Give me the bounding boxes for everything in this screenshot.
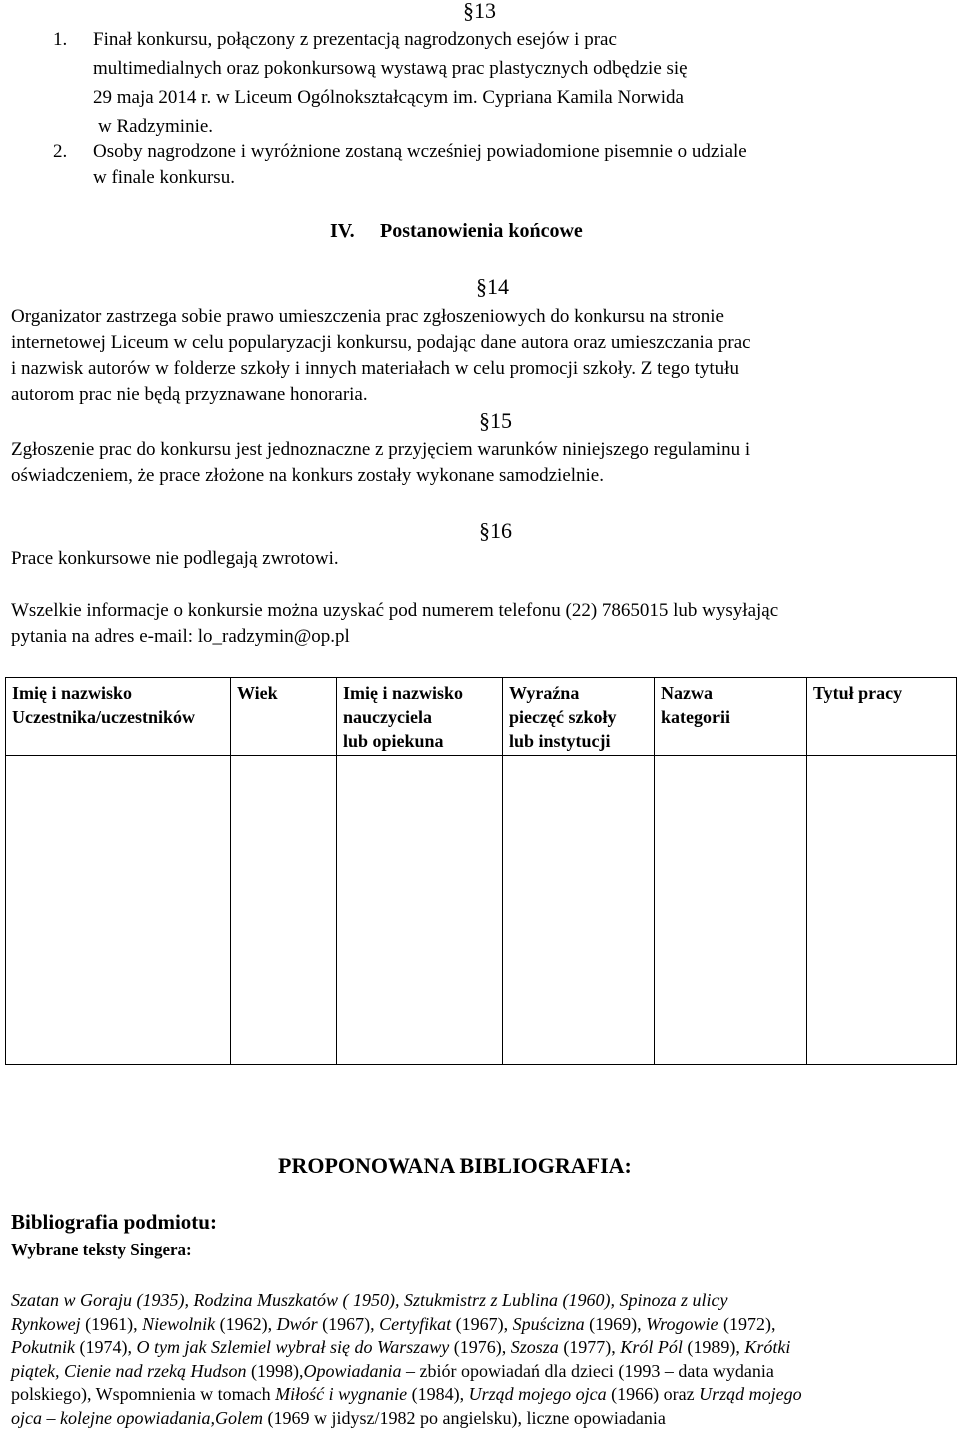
paragraph-line: Wszelkie informacje o konkursie można uzyskać pod numerem telefonu (22) 7865015 lub wysyłając — [11, 600, 779, 621]
book-title: Miłość i wygnanie — [275, 1384, 408, 1404]
header-participant-name: Imię i nazwisko Uczestnika/uczestników — [6, 678, 231, 756]
header-school-stamp: Wyraźna pieczęć szkoły lub instytucji — [503, 678, 655, 756]
book-title: Pokutnik — [11, 1337, 75, 1357]
paragraph-line: Organizator zastrzega sobie prawo umieszczenia prac zgłoszeniowych do konkursu na stronie — [11, 306, 724, 327]
bibliography-line — [11, 1289, 951, 1313]
paragraph-line: i nazwisk autorów w folderze szkoły i innych materiałach w celu promocji szkoły. Z tego tytułu — [11, 358, 739, 379]
paragraph-line: internetowej Liceum w celu popularyzacji konkursu, podając dane autora oraz umieszczania prac — [11, 332, 751, 353]
table-cell[interactable] — [231, 756, 337, 1065]
book-title: piątek, Cienie nad rzeką Hudson — [11, 1360, 247, 1381]
book-title: Dwór — [276, 1313, 318, 1334]
bibliography-line — [11, 1313, 951, 1337]
chapter-title: Postanowienia końcowe — [380, 220, 583, 242]
section-14-paragraph — [11, 304, 951, 408]
book-title: Certyfikat — [379, 1313, 452, 1334]
registration-table — [5, 677, 957, 1065]
list-item-1-line-4: w Radzyminie. — [98, 116, 214, 137]
book-title: Urząd mojego — [699, 1384, 802, 1404]
header-age: Wiek — [231, 678, 337, 756]
bibliography-text: (1969), — [584, 1313, 647, 1334]
paragraph-line: autorom prac nie będą przyznawane honoraria. — [11, 384, 368, 405]
selected-texts-heading: Wybrane teksty Singera: — [11, 1240, 192, 1259]
bibliography-line — [11, 1336, 951, 1360]
subject-bibliography-heading: Bibliografia podmiotu: — [11, 1210, 217, 1234]
book-title: Szosza — [510, 1337, 559, 1357]
chapter-number: IV. — [330, 220, 355, 242]
book-title: ojca – kolejne opowiadania,Golem — [11, 1407, 263, 1428]
book-title: O tym jak Szlemiel wybrał się do Warszawy — [136, 1337, 450, 1357]
bibliography-line — [11, 1383, 951, 1407]
list-number-2: 2. — [53, 141, 68, 162]
book-title: Krótki — [744, 1337, 791, 1357]
table-cell[interactable] — [337, 756, 503, 1065]
bibliography-text: (1974), — [74, 1337, 137, 1357]
bibliography-line — [11, 1360, 951, 1384]
table-cell[interactable] — [807, 756, 957, 1065]
bibliography-text: (1972), — [718, 1313, 776, 1334]
table-header-row — [6, 678, 957, 756]
bibliography-text: – zbiór opowiadań dla dzieci (1993 – data wydania — [401, 1360, 774, 1381]
bibliography-line — [11, 1407, 951, 1431]
section-13-heading: §13 — [463, 0, 496, 23]
list-item-1-line-1: Finał konkursu, połączony z prezentacją nagrodzonych esejów i prac — [93, 29, 617, 50]
section-15-paragraph — [11, 437, 951, 489]
bibliography-text: (1967), — [317, 1313, 380, 1334]
book-title: Opowiadania — [303, 1360, 402, 1381]
bibliography-text: (1989), — [682, 1337, 745, 1357]
bibliography-text: (1984), — [407, 1384, 469, 1404]
paragraph-line: Zgłoszenie prac do konkursu jest jednoznaczne z przyjęciem warunków niniejszego regulaminu i — [11, 439, 751, 460]
bibliography-text: (1962), — [215, 1313, 277, 1334]
bibliography-text: (1977), — [558, 1337, 621, 1357]
bibliography-text: (1961), — [80, 1313, 143, 1334]
bibliography-text: (1967), — [451, 1313, 513, 1334]
section-16-text: Prace konkursowe nie podlegają zwrotowi. — [11, 548, 339, 569]
header-category-name: Nazwa kategorii — [655, 678, 807, 756]
book-title: Rynkowej — [11, 1313, 81, 1334]
section-15-heading: §15 — [479, 408, 512, 433]
list-number-1: 1. — [53, 29, 68, 50]
bibliography-text: (1976), — [449, 1337, 511, 1357]
paragraph-line: oświadczeniem, że prace złożone na konkurs zostały wykonane samodzielnie. — [11, 465, 604, 486]
list-item-2-line-1: Osoby nagrodzone i wyróżnione zostaną wcześniej powiadomione pisemnie o udziale — [93, 141, 747, 162]
book-title: Król Pól — [620, 1337, 683, 1357]
bibliography-heading: PROPONOWANA BIBLIOGRAFIA: — [278, 1153, 632, 1178]
list-item-2-line-2: w finale konkursu. — [93, 167, 235, 188]
section-14-heading: §14 — [476, 274, 509, 299]
bibliography-text: polskiego), Wspomnienia w tomach — [11, 1384, 276, 1404]
book-title: Wrogowie — [646, 1313, 719, 1334]
header-teacher-name: Imię i nazwisko nauczyciela lub opiekuna — [337, 678, 503, 756]
table-cell[interactable] — [6, 756, 231, 1065]
book-title: Niewolnik — [142, 1313, 216, 1334]
paragraph-line: pytania na adres e-mail: lo_radzymin@op.pl — [11, 626, 350, 647]
contact-paragraph — [11, 598, 951, 650]
list-item-1-line-3: 29 maja 2014 r. w Liceum Ogólnokształcącym im. Cypriana Kamila Norwida — [93, 87, 684, 108]
header-work-title: Tytuł pracy — [807, 678, 957, 756]
list-item-1-line-2: multimedialnych oraz pokonkursową wystawą prac plastycznych odbędzie się — [93, 58, 688, 79]
book-title: Szatan w Goraju (1935), Rodzina Muszkatów ( 1950), Sztukmistrz z Lublina (1960), Spinoza z ulicy — [11, 1290, 728, 1310]
table-row — [6, 756, 957, 1065]
bibliography-text: (1998), — [246, 1360, 304, 1381]
section-16-heading: §16 — [479, 518, 512, 543]
table-cell[interactable] — [655, 756, 807, 1065]
bibliography-list — [11, 1289, 951, 1430]
book-title: Urząd mojego ojca — [468, 1384, 607, 1404]
bibliography-text: (1969 w jidysz/1982 po angielsku), liczne opowiadania — [262, 1407, 666, 1428]
book-title: Spuścizna — [512, 1313, 585, 1334]
table-cell[interactable] — [503, 756, 655, 1065]
bibliography-text: (1966) oraz — [606, 1384, 700, 1404]
